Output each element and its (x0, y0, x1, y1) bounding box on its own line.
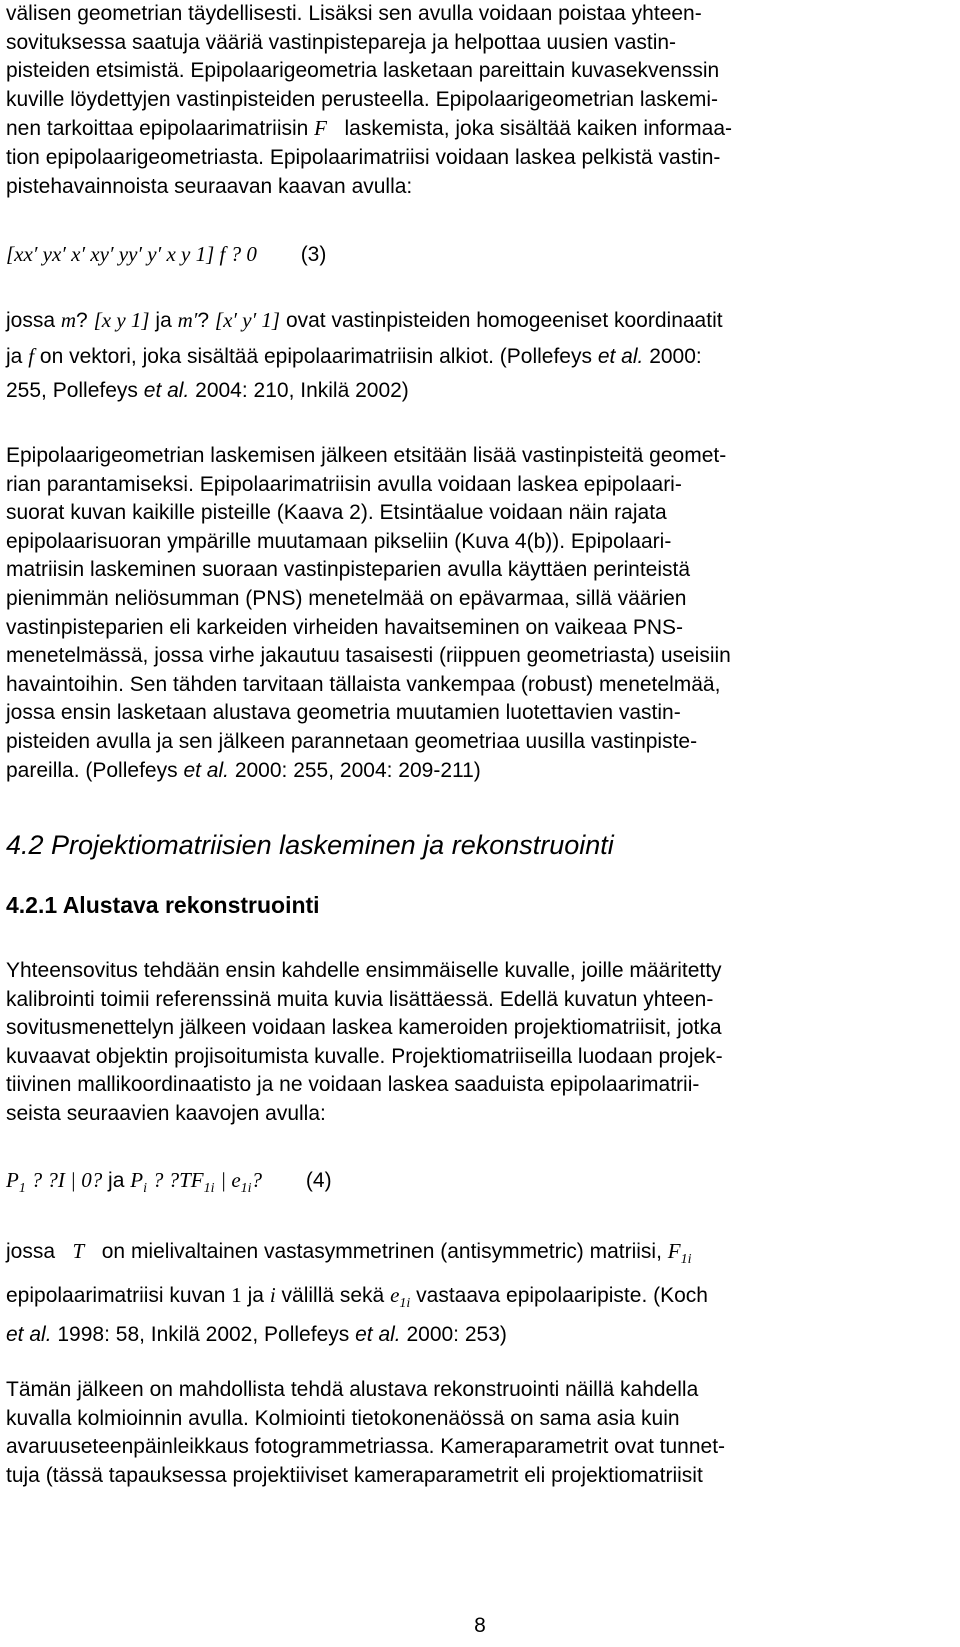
paragraph-robust-methods: Epipolaarigeometrian laskemisen jälkeen etsitään lisää vastinpisteitä geomet- rian parantamiseksi. Epipolaarimatriisin avulla voidaan laskea epipolaari- suorat kuvan kaikille pisteille (Kaava 2). Etsintäalue voidaan näin rajata epipolaarisuoran ympärille muutamaan pikseliin (Kuva 4(b)). Epipolaari- matriisin laskeminen suoraan vastinpisteparien avulla käyttäen perinteistä pienimmän neliösumman (PNS) menetelmää on epävarmaa, sillä väärien vastinpisteparien eli karkeiden virheiden havaitseminen on vaikeaa PNS- menetelmässä, jossa virhe jakautuu tasaisesti (riippuen geometriasta) useisiin havaintoihin. Sen tähden tarvitaan tällaista vankempaa (robust) menetelmää, jossa ensin lasketaan alustava geometria muutamien luotettavien vastin- pisteiden avulla ja sen jälkeen parannetaan geometriaa uusilla vastinpiste- pareilla. (Pollefeys et al. 2000: 255, 2004: 209-211) (6, 444, 731, 782)
paragraph-epipolar-intro: välisen geometrian täydellisesti. Lisäksi sen avulla voidaan poistaa yhteen- sovituksessa saatuja vääriä vastinpistepareja ja helpottaa uusien vastin- pisteiden etsimistä. Epipolaarigeometria lasketaan pareittain kuvasekvenssin kuville löydettyjen vastinpisteiden perusteella. Epipolaarigeometrian laskemi- nen tarkoittaa epipolaarimatriisin F laskemista, joka sisältää kaiken informaa- tion epipolaarigeometriasta. Epipolaarimatriisi voidaan laskea pelkistä vastin- pistehavainnoista seuraavan kaavan avulla: (6, 2, 733, 198)
section-heading: 4.2 Projektiomatriisien laskeminen ja rekonstruointi (6, 830, 614, 860)
paragraph-equation-3-explanation: jossa m? [x y 1] ja m′? [x′ y′ 1] ovat vastinpisteiden homogeeniset koordinaatit ja f on vektori, joka sisältää epipolaarimatriisin alkiot. (Pollefeys et al. 2000: 255, Pollefeys et al. 2004: 210, Inkilä 2002) (6, 308, 723, 403)
paragraph-initial-reconstruction: Yhteensovitus tehdään ensin kahdelle ensimmäiselle kuvalle, joille määritetty kalibrointi toimii referenssinä muita kuvia lisättäessä. Edellä kuvatun yhteen- sovitusmenettelyn jälkeen voidaan laskea kameroiden projektiomatriisit, jotka kuvaavat objektin projisoitumista kuvalle. Projektiomatriiseilla luodaan projek- tiivinen mallikoordinaatisto ja ne voidaan laskea saaduista epipolaarimatrii- seista seuraavien kaavojen avulla: (6, 959, 723, 1125)
symbol-F: F (314, 116, 327, 141)
equation-3-number: (3) (300, 243, 327, 266)
paragraph-equation-4-explanation: jossa T on mielivaltainen vastasymmetrinen (antisymmetric) matriisi, $F_{1i}$ epipolaarimatriisi kuvan 1 ja i välillä sekä $e_{1i}$ vastaava epipolaaripiste. (Koch et al. 1998: 58, Inkilä 2002, Pollefeys et al. 2000: 253) (6, 1239, 708, 1346)
paragraph-triangulation: Tämän jälkeen on mahdollista tehdä alustava rekonstruointi näillä kahdella kuvalla kolmioinnin avulla. Kolmiointi tietokonenäössä on sama asia kuin avaruuseteenpäinleikkaus fotogrammetriassa. Kameraparametrit ovat tunnet- tuja (tässä tapauksessa projektiiviset kameraparametrit eli projektiomatriisit (6, 1378, 726, 1487)
page-number: 8 (474, 1614, 486, 1637)
equation-4-number: (4) (305, 1169, 332, 1192)
subsection-heading: 4.2.1 Alustava rekonstruointi (6, 892, 320, 918)
equation-3 (6, 240, 326, 269)
equation-4: $P_1$ ? ?I | 0? ja $P_i$ ? $?TF_{1i}$ | $e_{1i}$? (4) (6, 1168, 332, 1197)
equation-3-formula: [xx′ yx′ x′ xy′ yy′ y′ x y 1] f ? 0 (6, 242, 257, 266)
